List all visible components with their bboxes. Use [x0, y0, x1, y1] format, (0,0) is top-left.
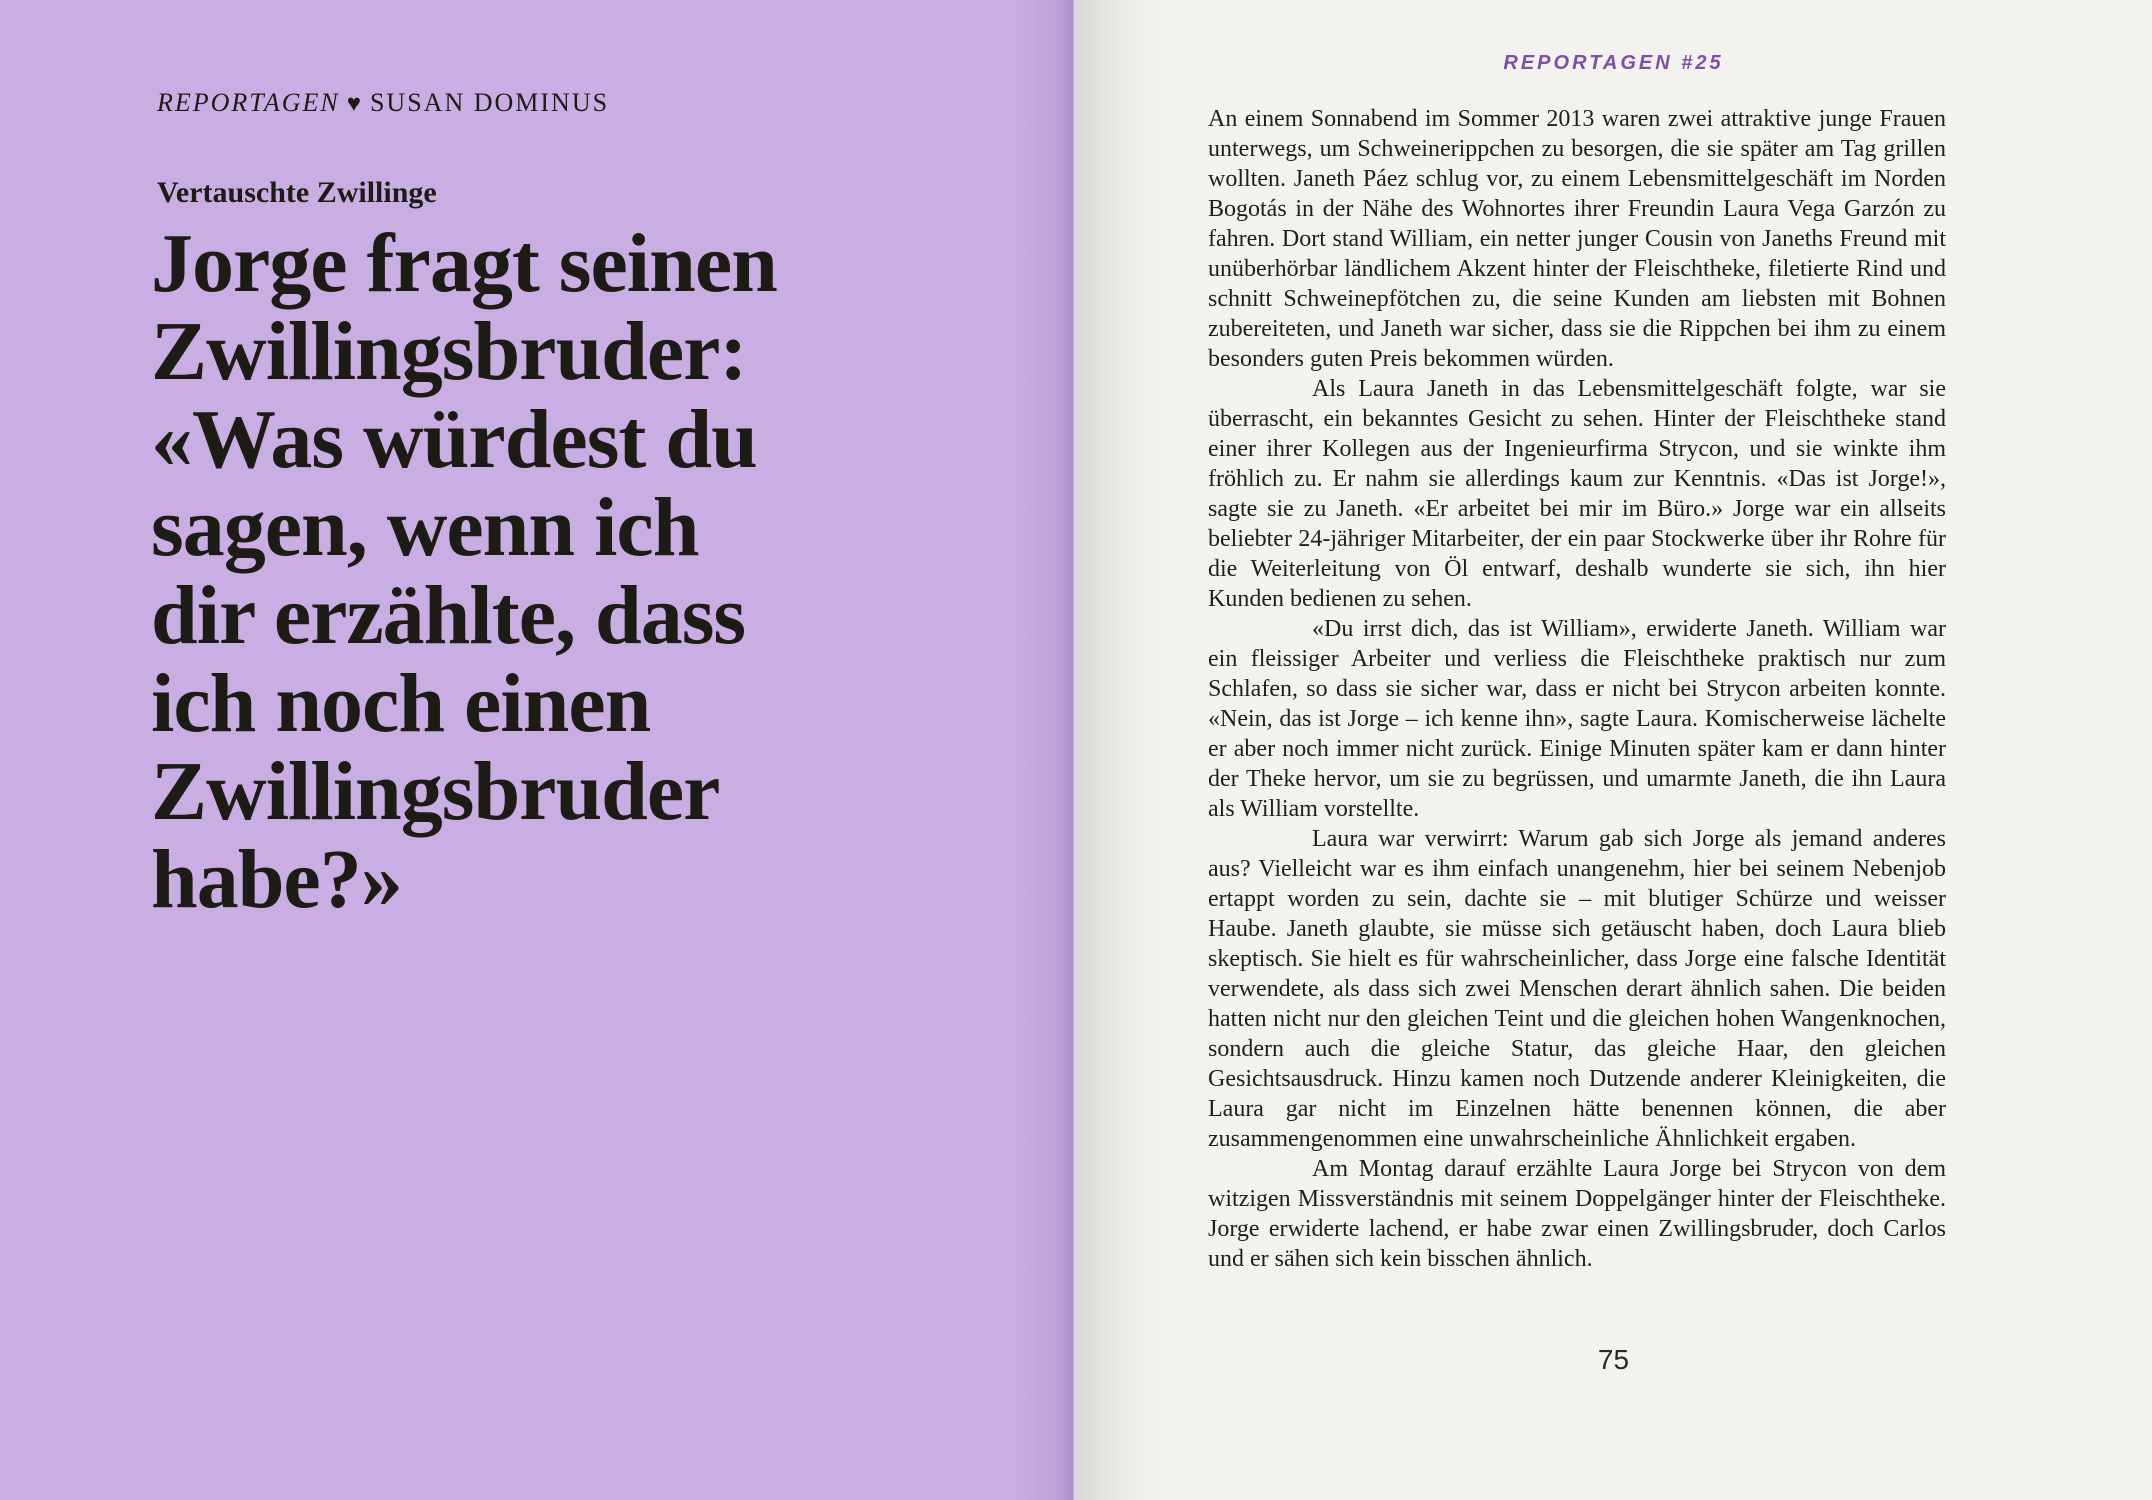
- article-body: [1208, 104, 1946, 1274]
- left-page: [0, 0, 1075, 1500]
- headline: [151, 217, 777, 926]
- headline-line: Zwillingsbruder: [151, 745, 720, 838]
- paragraph: Laura war verwirrt: Warum gab sich Jorge als jemand anderes aus? Vielleicht war es ihm einfach unangenehm, hier bei seinem Nebenjob ertappt worden zu sein, dachte sie – mit blutiger Schürze und weisser Haube. Janeth glaubte, sie müsse sich getäuscht haben, doch Laura blieb skeptisch. Sie hielt es für wahrscheinlicher, dass Jorge eine falsche Identität verwendete, als dass sich zwei Menschen derart ähnlich sahen. Die beiden hatten nicht nur den gleichen Teint und die gleichen hohen Wangenknochen, sondern auch die gleiche Statur, das gleiche Haar, den gleichen Gesichtsausdruck. Hinzu kamen noch Dutzende anderer Kleinigkeiten, die Laura gar nicht im Einzelnen hätte benennen können, die aber zusammengenommen eine unwahrscheinliche Ähnlichkeit ergaben.: [1208, 826, 1946, 1152]
- paragraph: Als Laura Janeth in das Lebensmittelgeschäft folgte, war sie überrascht, ein bekanntes Gesicht zu sehen. Hinter der Fleischtheke stand einer ihrer Kollegen aus der Ingenieurfirma Strycon, und sie winkte ihm fröhlich zu. Er nahm sie allerdings kaum zur Kenntnis. «Das ist Jorge!», sagte sie zu Janeth. «Er arbeitet bei mir im Büro.» Jorge war ein allseits beliebter 24-jähriger Mitarbeiter, der ein paar Stockwerke über ihr Rohre für die Weiterleitung von Öl entwarf, deshalb wunderte sie sich, ihn hier Kunden bedienen zu sehen.: [1208, 376, 1946, 612]
- paragraph: Am Montag darauf erzählte Laura Jorge bei Strycon von dem witzigen Missverständnis mit seinem Doppelgänger hinter der Fleischtheke. Jorge erwiderte lachend, er habe zwar einen Zwillingsbruder, doch Carlos und er sähen sich kein bisschen ähnlich.: [1208, 1156, 1946, 1272]
- magazine-name: REPORTAGEN: [157, 88, 340, 117]
- right-page: [1075, 0, 2152, 1500]
- author-name: SUSAN DOMINUS: [369, 88, 610, 117]
- page-number: 75: [1597, 1344, 1630, 1375]
- kicker: Vertauschte Zwillinge: [157, 176, 437, 209]
- headline-line: dir erzählte, dass: [151, 569, 746, 662]
- headline-line: «Was würdest du: [151, 393, 757, 486]
- paragraph: «Du irrst dich, das ist William», erwiderte Janeth. William war ein fleissiger Arbeiter und verliess die Fleischtheke praktisch nur zum Schlafen, so dass sie sicher war, dass er nicht bei Strycon arbeiten konnte. «Nein, das ist Jorge – ich kenne ihn», sagte Laura. Komischerweise lächelte er aber noch immer nicht zurück. Einige Minuten später kam er dann hinter der Theke hervor, um sie zu begrüssen, und umarmte Janeth, die ihn Laura als William vorstellte.: [1208, 616, 1946, 822]
- paragraph: An einem Sonnabend im Sommer 2013 waren zwei attraktive junge Frauen unterwegs, um Schweinerippchen zu besorgen, die sie später am Tag grillen wollten. Janeth Páez schlug vor, zu einem Lebensmittelgeschäft im Norden Bogotás in der Nähe des Wohnortes ihrer Freundin Laura Vega Garzón zu fahren. Dort stand William, ein netter junger Cousin von Janeths Freund mit unüberhörbar ländlichem Akzent hinter der Fleischtheke, filetierte Rind und schnitt Schweinepfötchen zu, die seine Kunden am liebsten mit Bohnen zubereiteten, und Janeth war sicher, dass sie die Rippchen bei ihm zu einem besonders guten Preis bekommen würden.: [1208, 106, 1946, 372]
- running-head: REPORTAGEN #25: [1503, 52, 1724, 74]
- headline-line: ich noch einen: [151, 657, 651, 750]
- headline-line: Jorge fragt seinen: [151, 217, 777, 310]
- headline-line: Zwillingsbruder:: [151, 305, 747, 398]
- headline-line: sagen, wenn ich: [151, 481, 699, 574]
- article-credit: [157, 88, 609, 118]
- headline-line: habe?»: [151, 833, 402, 926]
- heart-icon: ♥: [346, 91, 363, 117]
